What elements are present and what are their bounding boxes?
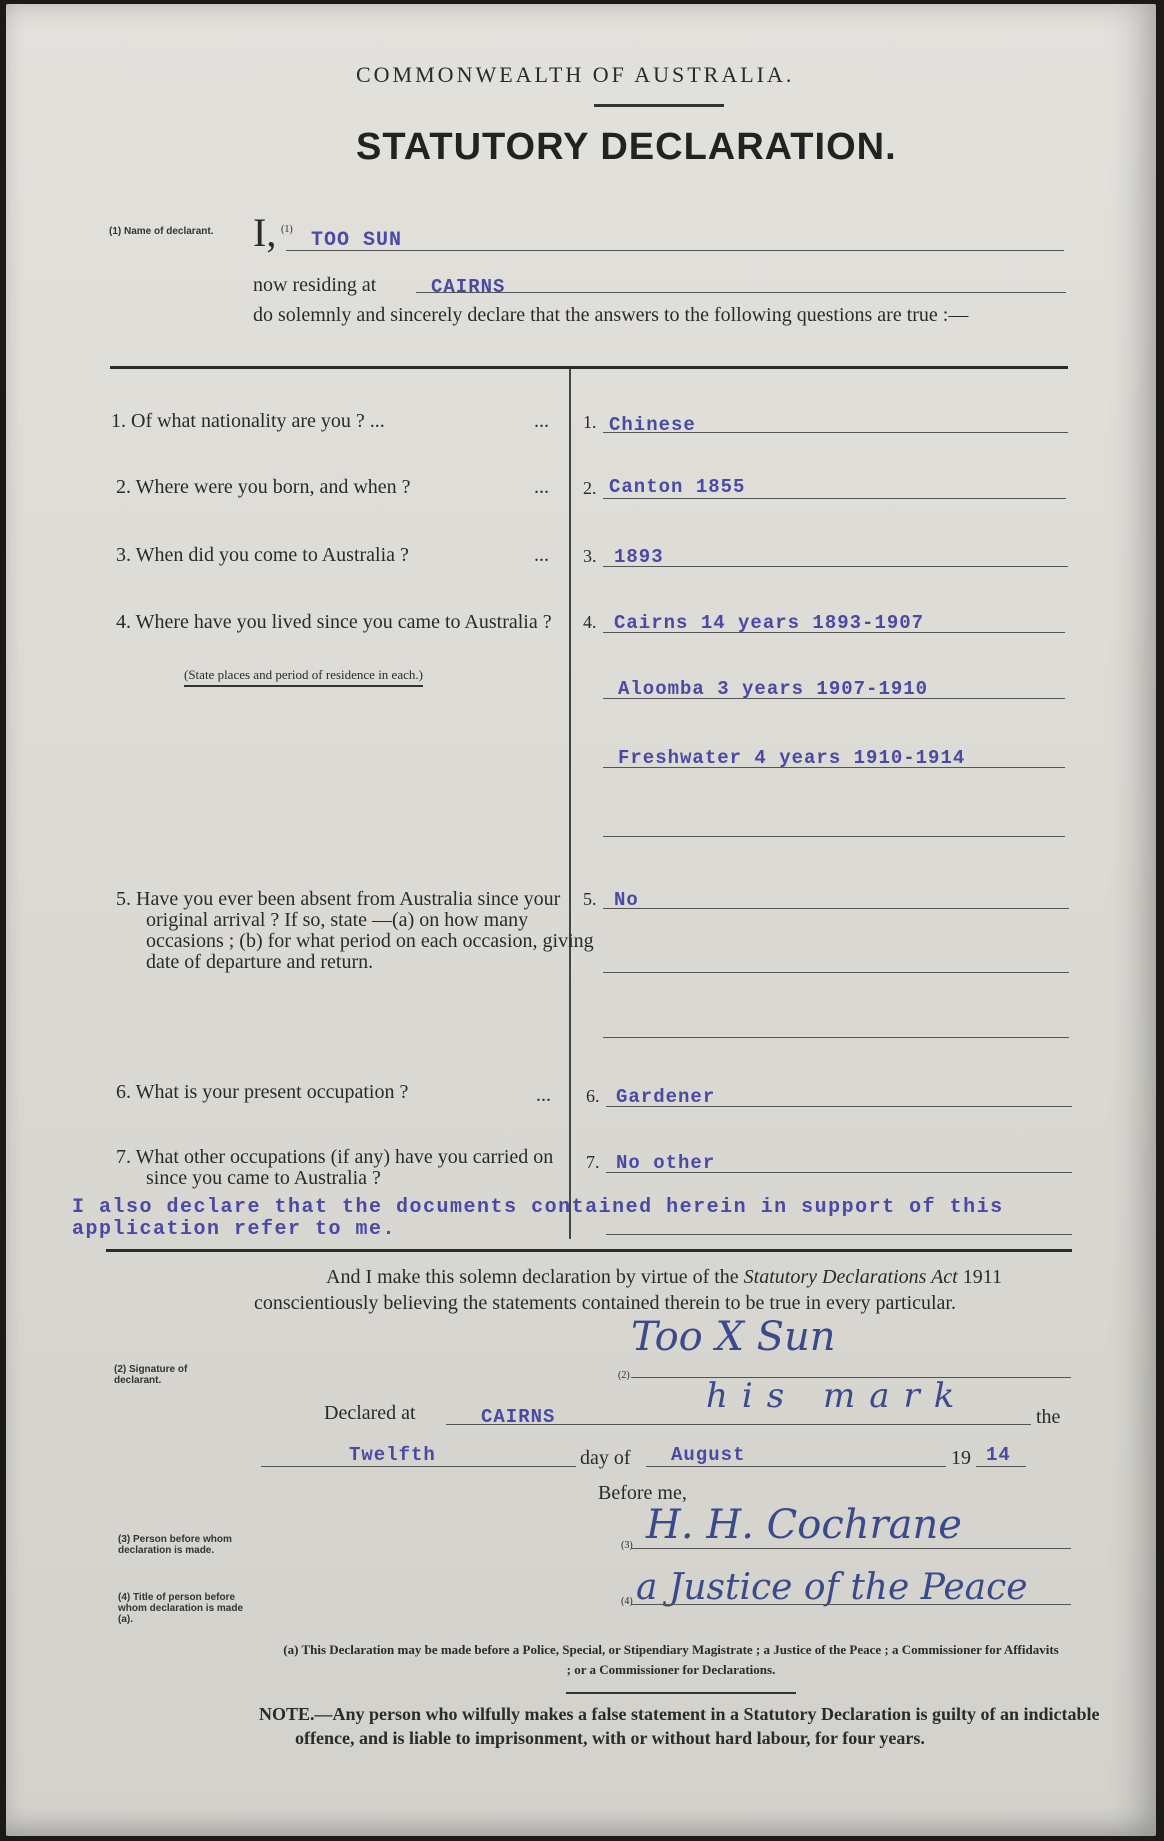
declared-place-line [446,1424,1031,1425]
q1-num: 1. [583,412,597,432]
signature-ref: (2) [618,1370,630,1381]
answer-5-line3 [603,1037,1069,1038]
q2-num: 2. [583,478,597,498]
answer-7: No other [616,1152,716,1174]
q4-note: (State places and period of residence in each.) [184,667,423,687]
answer-4-line2-rule [603,698,1065,699]
answer-6-line [606,1106,1072,1107]
q3-dots: ... [534,544,549,566]
top-rule [110,366,1068,369]
residence: CAIRNS [431,276,506,298]
day-of-label: day of [580,1447,631,1469]
answer-4-line2: Aloomba 3 years 1907-1910 [618,678,929,700]
declarant-prefix: I, [253,210,277,255]
his-mark: his mark [706,1376,969,1416]
month-line [646,1466,946,1467]
person-ref: (3) [621,1540,633,1551]
legal-note: NOTE.—Any person who wilfully makes a false statement in a Statutory Declaration is guilty of an indictable offence, and is liable to imprisonment, with or without hard labour, for four years. [259,1704,1100,1748]
q6-dots: ... [536,1084,551,1106]
solemn-text-after: 1911 conscientiously believing the statements contained therein to be true in every particular. [254,1266,1002,1314]
question-4: 4. Where have you lived since you came to Australia ? [116,611,552,633]
answer-3-line [603,566,1068,567]
residing-label: now residing at [253,274,377,296]
solemn-declaration [254,1264,1074,1316]
answer-2-line [603,498,1066,499]
declared-the: the [1036,1406,1061,1428]
margin-label-signature: (2) Signature of declarant. [114,1364,188,1386]
declarant-signature: Too X Sun [631,1314,836,1360]
answer-6: Gardener [616,1086,716,1108]
question-5: 5. Have you ever been absent from Australia since your original arrival ? If so, state —(a) on how many occasions ; (b) for what period on each occasion, giving date of departure and return. [116,888,594,973]
q6-num: 6. [586,1086,600,1106]
year-suffix: 14 [986,1444,1011,1466]
margin-label-person: (3) Person before whom declaration is made. [118,1534,232,1556]
solemn-text-before: And I make this solemn declaration by virtue of the [326,1266,739,1288]
question-2: 2. Where were you born, and when ? [116,476,411,498]
question-7: 7. What other occupations (if any) have you carried on since you came to Australia ? [116,1146,554,1189]
q3-num: 3. [583,546,597,566]
person-line [631,1548,1071,1549]
justice-signature: H. H. Cochrane [646,1502,962,1548]
also-declare-statement: I also declare that the documents contained herein in support of this application refer to me. [72,1196,1004,1241]
question-3: 3. When did you come to Australia ? [116,544,409,566]
mid-rule [106,1249,1072,1252]
answer-4-line3: Freshwater 4 years 1910-1914 [618,747,966,769]
justice-title: a Justice of the Peace [636,1567,1028,1608]
q1-dots: ... [534,410,549,432]
year-line [976,1466,1026,1467]
day-line [261,1466,576,1467]
q5-num: 5. [583,889,597,909]
answer-4-line1-rule [603,632,1065,633]
residence-line [416,292,1066,293]
q2-dots: ... [534,476,549,498]
footnote-rule [566,1692,796,1694]
margin-label-title: (4) Title of person before whom declaration is made (a). [118,1592,244,1625]
question-6: 6. What is your present occupation ? [116,1081,409,1103]
declarant-name: TOO SUN [311,229,403,252]
before-me: Before me, [598,1482,687,1504]
answer-4-line3-rule [603,767,1065,768]
answer-5-line2 [603,972,1069,973]
answer-4-line4-rule [603,836,1065,837]
commonwealth-heading: COMMONWEALTH OF AUSTRALIA. [356,62,795,87]
declared-month: August [671,1444,746,1466]
q4-num: 4. [583,612,597,632]
name-line [286,250,1064,251]
column-divider [569,369,571,1239]
act-name: Statutory Declarations Act [743,1266,958,1288]
answer-2: Canton 1855 [609,476,746,498]
question-1: 1. Of what nationality are you ? ... [111,410,385,432]
heading-rule [594,104,724,107]
declared-at-label: Declared at [324,1402,416,1424]
answer-4-line1: Cairns 14 years 1893-1907 [614,612,925,634]
answer-1-line [603,432,1068,433]
title-ref: (4) [621,1596,633,1607]
year-prefix: 19 [951,1447,971,1469]
solemn-text: do solemnly and sincerely declare that the answers to the following questions are true :— [253,304,969,326]
answer-3: 1893 [614,546,664,568]
declared-day: Twelfth [349,1444,436,1466]
answer-5-line [603,908,1069,909]
margin-label-name: (1) Name of declarant. [109,226,214,237]
footnote: (a) This Declaration may be made before a Police, Special, or Stipendiary Magistrate ; a Justice of the Peace ; a Commissioner for Affidavits ; or a Commissioner for Declarations. [283,1642,1059,1677]
declaration-form [6,4,1156,1836]
q7-num: 7. [586,1152,600,1172]
answer-5: No [614,889,639,911]
answer-7-line [606,1172,1072,1173]
title-line [631,1604,1071,1605]
declarant-ref: (1) [281,224,293,235]
declared-place: CAIRNS [481,1406,556,1428]
page-title: STATUTORY DECLARATION. [356,126,897,168]
answer-1: Chinese [609,414,696,436]
